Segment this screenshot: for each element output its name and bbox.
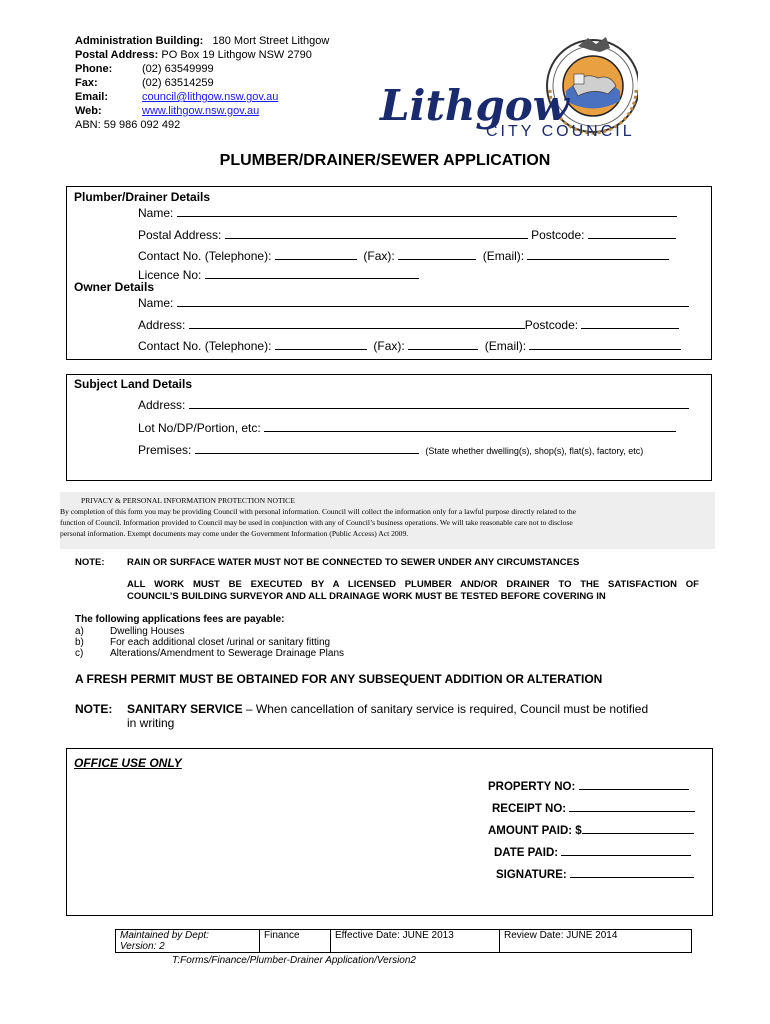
owner-heading: Owner Details: [74, 280, 155, 294]
privacy-heading: PRIVACY & PERSONAL INFORMATION PROTECTION NOTICE: [81, 496, 295, 505]
owner-name-row: [138, 295, 689, 310]
maintained-cell: [116, 930, 260, 953]
privacy-line-3: personal information. Exempt documents may come under the Government Information (Public Access) Act 2009.: [60, 529, 409, 538]
plumber-fax-input[interactable]: [398, 248, 476, 260]
land-premises-row: [138, 442, 643, 457]
email-link[interactable]: council@lithgow.nsw.gov.au: [142, 91, 279, 103]
note-label: NOTE:: [75, 557, 105, 568]
land-address-label: Address:: [138, 398, 186, 412]
property-no-label: PROPERTY NO:: [488, 781, 576, 793]
owner-phone-label: Contact No. (Telephone):: [138, 339, 272, 353]
owner-name-label: Name:: [138, 296, 174, 310]
owner-postcode-input[interactable]: [581, 317, 679, 329]
land-heading: Subject Land Details: [74, 377, 193, 391]
maintained-label: Maintained by Dept:: [120, 930, 209, 941]
fee-item: [75, 626, 344, 637]
owner-fax-input[interactable]: [408, 338, 478, 350]
document-control-table: [115, 929, 692, 953]
land-lot-row: [138, 420, 676, 435]
fee-marker: b): [75, 637, 84, 648]
owner-contact-row: [138, 338, 681, 353]
fee-text: For each additional closet /urinal or sanitary fitting: [110, 637, 331, 648]
fax-value: (02) 63514259: [142, 77, 214, 89]
property-no-row: [488, 778, 689, 793]
privacy-notice: [60, 492, 715, 549]
owner-phone-input[interactable]: [275, 338, 367, 350]
plumber-phone-input[interactable]: [275, 248, 357, 260]
contact-block: [75, 34, 329, 132]
fee-item: [75, 637, 344, 648]
signature-label: SIGNATURE:: [496, 869, 567, 881]
signature-input[interactable]: [570, 866, 694, 878]
land-address-row: [138, 397, 689, 412]
owner-email-input[interactable]: [529, 338, 681, 350]
owner-postcode-label: Postcode:: [524, 318, 579, 332]
plumber-postal-input[interactable]: [225, 227, 528, 239]
date-paid-row: [494, 844, 691, 859]
sanitary-text-1: – When cancellation of sanitary service is required, Council must be notified: [242, 702, 649, 716]
date-paid-input[interactable]: [561, 844, 691, 856]
owner-address-label: Address:: [138, 318, 186, 332]
fees-heading-text: The following applications fees are payable: [75, 614, 282, 625]
abn: ABN: 59 986 092 492: [75, 119, 181, 131]
plumber-postcode-input[interactable]: [588, 227, 676, 239]
page-title: PLUMBER/DRAINER/SEWER APPLICATION: [219, 152, 551, 169]
note-rain: RAIN OR SURFACE WATER MUST NOT BE CONNECTED TO SEWER UNDER ANY CIRCUMSTANCES: [127, 557, 580, 568]
admin-label: Administration Building:: [75, 35, 204, 47]
plumber-email-input[interactable]: [527, 248, 669, 260]
plumber-postal-row: [138, 227, 676, 242]
owner-email-label: (Email):: [484, 339, 527, 353]
note-licensed-2: COUNCIL’S BUILDING SURVEYOR AND ALL DRAINAGE WORK MUST BE TESTED BEFORE COVERING IN: [127, 591, 606, 602]
owner-fax-label: (Fax):: [373, 339, 405, 353]
note-licensed-1: ALL WORK MUST BE EXECUTED BY A LICENSED PLUMBER AND/OR DRAINER TO THE SATISFACTION OF: [127, 579, 699, 590]
plumber-licence-row: [138, 267, 419, 282]
sanitary-bold: SANITARY SERVICE: [127, 702, 243, 716]
land-lot-input[interactable]: [264, 420, 676, 432]
phone-label: Phone:: [75, 63, 113, 75]
review-date-cell: Review Date: JUNE 2014: [500, 930, 692, 953]
fee-item: [75, 648, 344, 659]
plumber-licence-input[interactable]: [205, 267, 419, 279]
land-address-input[interactable]: [189, 397, 689, 409]
plumber-heading: Plumber/Drainer Details: [74, 190, 211, 204]
plumber-phone-label: Contact No. (Telephone):: [138, 249, 272, 263]
fees-heading: The following applications fees are payable:: [75, 614, 285, 625]
version-label: Version: 2: [120, 941, 165, 952]
file-path: T:Forms/Finance/Plumber-Drainer Application/Version2: [172, 955, 416, 966]
plumber-name-label: Name:: [138, 206, 174, 220]
fax-label: Fax:: [75, 77, 98, 89]
receipt-no-label: RECEIPT NO:: [492, 803, 567, 815]
date-paid-label: DATE PAID:: [494, 847, 559, 859]
owner-address-row: [138, 317, 679, 332]
amount-paid-input[interactable]: [582, 822, 694, 834]
fee-text: Dwelling Houses: [110, 626, 185, 637]
fee-text: Alterations/Amendment to Sewerage Drainage Plans: [110, 648, 345, 659]
logo-script-text: Lithgow: [380, 81, 569, 130]
property-no-input[interactable]: [579, 778, 689, 790]
land-lot-label: Lot No/DP/Portion, etc:: [138, 421, 261, 435]
signature-row: [496, 866, 694, 881]
permit-notice: A FRESH PERMIT MUST BE OBTAINED FOR ANY SUBSEQUENT ADDITION OR ALTERATION: [75, 672, 603, 686]
land-premises-hint: (State whether dwelling(s), shop(s), flat(s), factory, etc): [425, 446, 644, 456]
owner-address-input[interactable]: [189, 317, 525, 329]
land-premises-input[interactable]: [195, 442, 419, 454]
web-link[interactable]: www.lithgow.nsw.gov.au: [142, 105, 260, 117]
owner-name-input[interactable]: [177, 295, 689, 307]
plumber-name-input[interactable]: [177, 205, 677, 217]
plumber-postal-label: Postal Address:: [138, 228, 222, 242]
plumber-email-label: (Email):: [482, 249, 525, 263]
postal-value: PO Box 19 Lithgow NSW 2790: [161, 49, 312, 61]
sanitary-text-2: in writing: [127, 716, 175, 730]
receipt-no-row: [492, 800, 695, 815]
plumber-fax-label: (Fax):: [363, 249, 395, 263]
fee-marker: a): [75, 626, 84, 637]
council-logo: [378, 36, 638, 144]
fees-list: [75, 626, 344, 659]
plumber-postcode-label: Postcode:: [531, 228, 585, 242]
privacy-line-2: function of Council. Information provided to Council may be used in conjunction with any of Council’s business operations. We will take reasonable care not to disclose: [60, 518, 573, 527]
email-label: Email:: [75, 91, 109, 103]
phone-value: (02) 63549999: [142, 63, 214, 75]
effective-date-cell: Effective Date: JUNE 2013: [331, 930, 500, 953]
admin-value: 180 Mort Street Lithgow: [212, 35, 330, 47]
fee-marker: c): [75, 648, 84, 659]
office-use-title: OFFICE USE ONLY: [74, 756, 182, 770]
amount-paid-row: [488, 822, 694, 837]
logo-sub-text: CITY COUNCIL: [486, 123, 635, 140]
sanitary-note-label: NOTE:: [75, 702, 113, 716]
land-premises-label: Premises:: [138, 443, 192, 457]
privacy-line-1: By completion of this form you may be providing Council with personal information. Council will collect the information only for a lawful purpose directly related to the: [60, 507, 577, 516]
amount-paid-label: AMOUNT PAID: $: [488, 825, 582, 837]
dept-cell: Finance: [260, 930, 331, 953]
plumber-name-row: [138, 205, 677, 220]
plumber-licence-label: Licence No:: [138, 268, 202, 282]
plumber-contact-row: [138, 248, 669, 263]
postal-label: Postal Address:: [75, 49, 159, 61]
sanitary-note: [127, 702, 648, 716]
receipt-no-input[interactable]: [569, 800, 695, 812]
web-label: Web:: [75, 105, 102, 117]
